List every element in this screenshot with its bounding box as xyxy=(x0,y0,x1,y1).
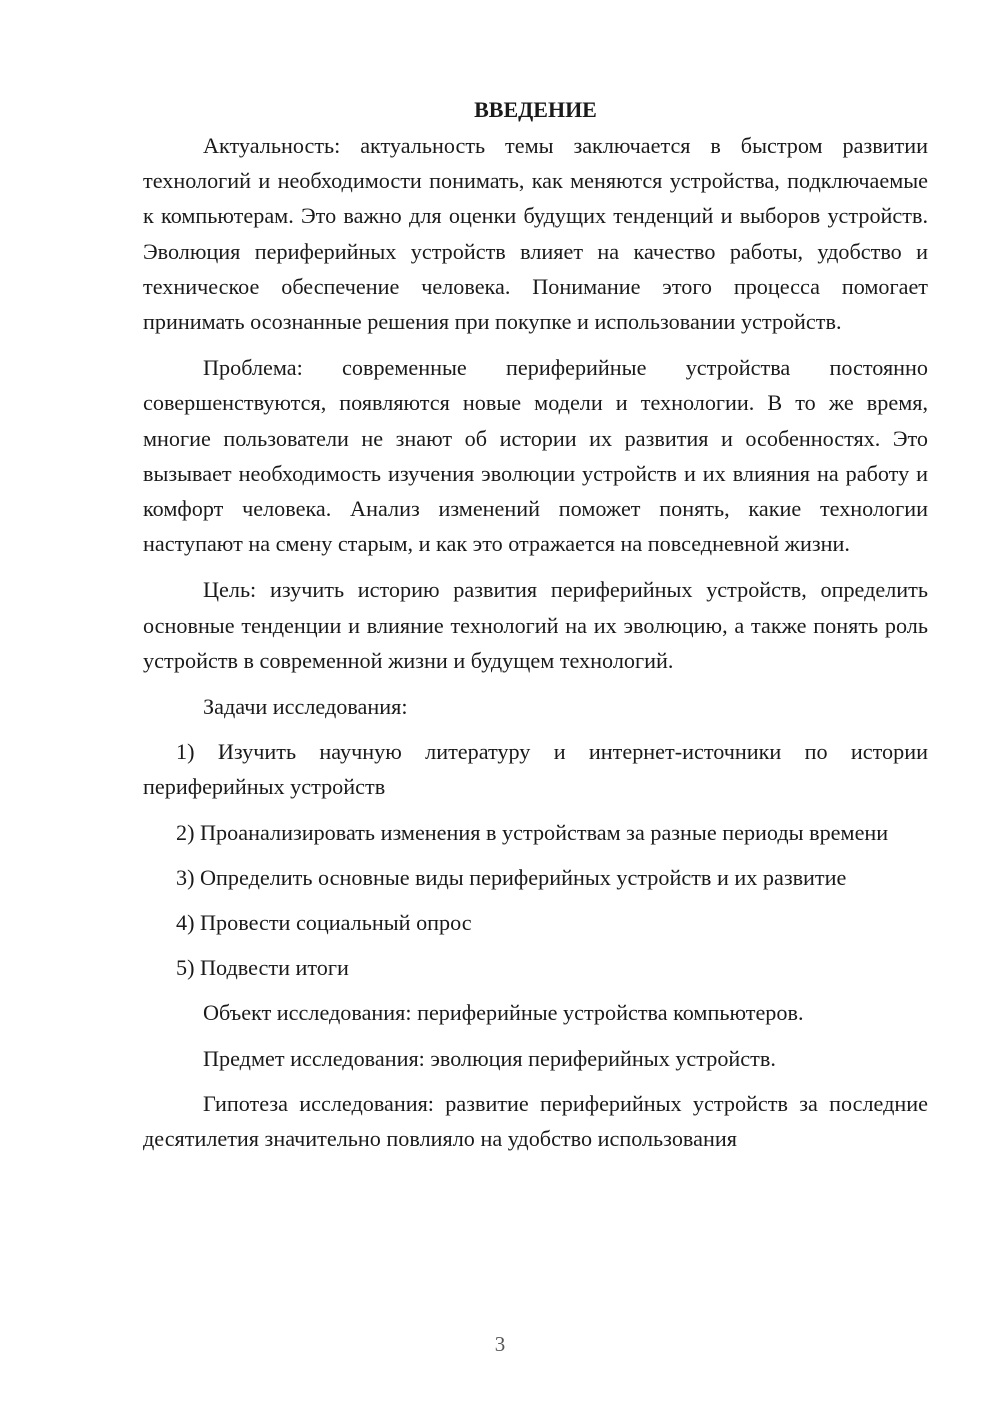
problem-paragraph: Проблема: современные периферийные устройства постоянно совершенствуются, появляются новые модели и технологии. В то же время, многие пользователи не знают об истории их развития и особенностях. Это вызывает необходимость изучения эволюции устройств и их влияния на работу и комфорт человека. Анализ изменений поможет понять, какие технологии наступают на смену старым, и как это отражается на повседневной жизни. xyxy=(143,355,928,557)
task-item-4: 4) Провести социальный опрос xyxy=(176,910,472,936)
task-item-3: 3) Определить основные виды периферийных устройств и их развитие xyxy=(176,864,847,890)
task-item-1: 1) Изучить научную литературу и интернет-источники по истории периферийных устройств xyxy=(143,739,928,800)
object-paragraph: Объект исследования: периферийные устройства компьютеров. xyxy=(203,1000,804,1026)
task-item-2: 2) Проанализировать изменения в устройствам за разные периоды времени xyxy=(176,819,889,845)
hypothesis-paragraph: Гипотеза исследования: развитие периферийных устройств за последние десятилетия значительно повлияло на удобство использования xyxy=(143,1090,928,1152)
subject-paragraph: Предмет исследования: эволюция периферийных устройств. xyxy=(203,1045,776,1071)
goal-paragraph: Цель: изучить историю развития периферийных устройств, определить основные тенденции и влияние технологий на их эволюцию, а также понять роль устройств в современной жизни и будущем технологий. xyxy=(143,577,928,673)
relevance-paragraph: Актуальность: актуальность темы заключается в быстром развитии технологий и необходимости понимать, как меняются устройства, подключаемые к компьютерам. Это важно для оценки будущих тенденций и выборов устройств. Эволюция периферийных устройств влияет на качество работы, удобство и техническое обеспечение человека. Понимание этого процесса помогает принимать осознанные решения при покупке и использовании устройств. xyxy=(143,133,928,335)
page-content xyxy=(143,92,928,1167)
page-title: ВВЕДЕНИЕ xyxy=(474,97,597,122)
tasks-heading: Задачи исследования: xyxy=(203,694,408,720)
task-item-5: 5) Подвести итоги xyxy=(176,955,349,981)
page-number: 3 xyxy=(494,1332,506,1356)
